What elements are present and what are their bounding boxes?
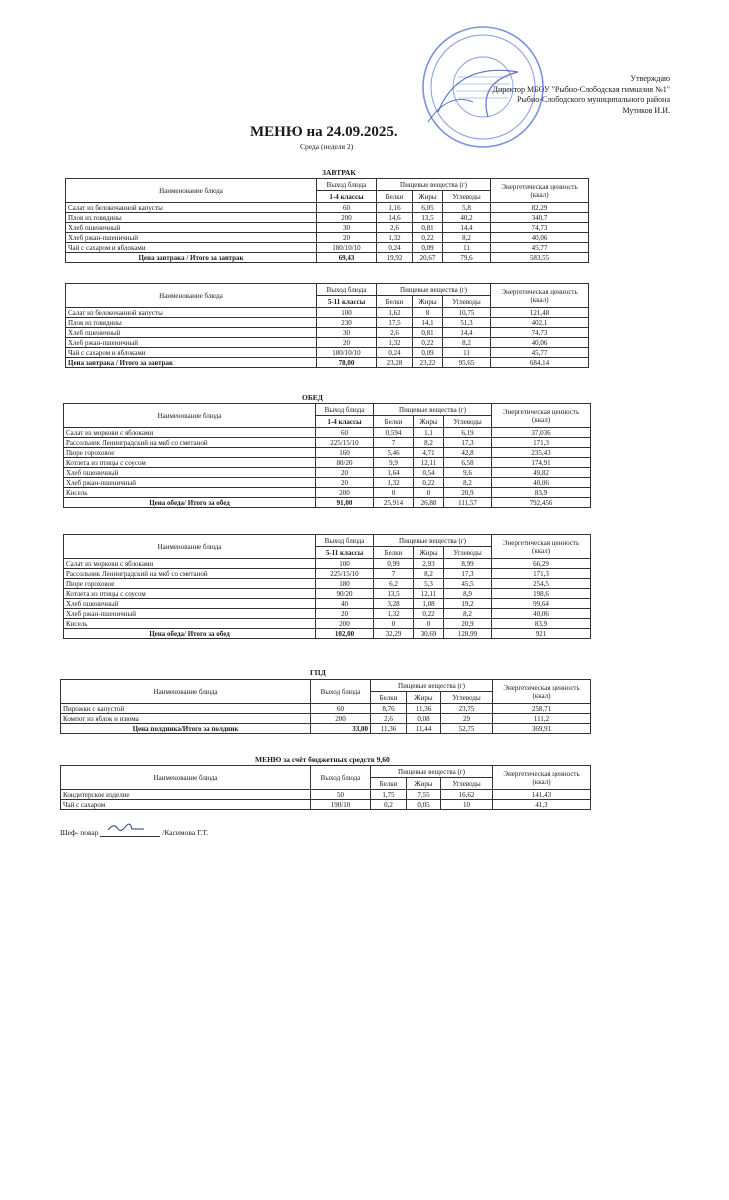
dish-energy: 40,06 [492,609,591,619]
dish-carbs: 17,3 [444,569,492,579]
table-row [66,243,589,253]
total-carbs: 128,99 [444,629,492,639]
dish-carbs: 8,2 [444,609,492,619]
table-row [64,589,591,599]
total-label: Цена завтрака / Итого за завтрак [66,253,317,263]
total-row [66,253,589,263]
dish-yield: 30 [317,223,377,233]
col-yield-header: Выход блюда [311,766,371,790]
dish-carbs: 6,19 [444,428,492,438]
dish-protein: 9,9 [374,458,414,468]
dish-name: Салат из белокочанной капусты [66,203,317,213]
col-energy-header: Энергетическая ценность (ккал) [493,680,591,704]
table-row [64,428,591,438]
dish-name: Чай с сахаром и яблоками [66,348,317,358]
approval-line-3: Рыбно-Слободского муниципального района [517,95,670,104]
lunch-table-1-4 [63,403,591,508]
dish-fat: 2,93 [414,559,444,569]
grade-label: 5-11 классы [316,547,374,559]
dish-protein: 3,28 [374,599,414,609]
total-label: Цена завтрака / Итого за завтрак [66,358,317,368]
dish-yield: 60 [311,704,371,714]
dish-protein: 2,6 [371,714,407,724]
total-carbs: 79,6 [443,253,491,263]
dish-name: Хлеб пшеничный [64,468,316,478]
dish-protein: 0,2 [371,800,407,810]
dish-protein: 2,6 [377,223,413,233]
dish-name: Пирожки с капустой [61,704,311,714]
dish-yield: 60 [316,428,374,438]
col-protein-header: Белки [371,692,407,704]
dish-name: Хлеб пшеничный [66,328,317,338]
dish-protein: 1,32 [374,609,414,619]
dish-protein: 0,99 [374,559,414,569]
dish-fat: 8,2 [414,438,444,448]
table-row [66,338,589,348]
total-price: 91,00 [316,498,374,508]
dish-energy: 74,73 [491,223,589,233]
dish-name: Пюре гороховое [64,579,316,589]
gpd-table [60,679,591,734]
total-protein: 32,29 [374,629,414,639]
col-name-header: Наименование блюда [61,766,311,790]
approval-line-1: Утверждаю [630,74,670,83]
dish-energy: 174,91 [492,458,591,468]
total-row [61,724,591,734]
dish-carbs: 11 [443,348,491,358]
dish-energy: 82,29 [491,203,589,213]
dish-yield: 100 [317,308,377,318]
dish-yield: 100 [316,559,374,569]
table-row [64,579,591,589]
dish-carbs: 14,4 [443,328,491,338]
table-row [64,559,591,569]
dish-carbs: 8,9 [444,589,492,599]
dish-name: Компот из яблок и изюма [61,714,311,724]
table-row [66,203,589,213]
dish-energy: 66,29 [492,559,591,569]
dish-yield: 20 [316,468,374,478]
dish-carbs: 8,2 [444,478,492,488]
total-fat: 26,88 [414,498,444,508]
dish-name: Хлеб ржан-пшеничный [66,338,317,348]
col-protein-header: Белки [374,547,414,559]
dish-yield: 180/10/10 [317,243,377,253]
dish-fat: 5,3 [414,579,444,589]
dish-energy: 41,3 [493,800,591,810]
total-protein: 19,92 [377,253,413,263]
chef-signature-line [60,828,208,837]
dish-carbs: 8,2 [443,233,491,243]
dish-fat: 0,09 [413,243,443,253]
dish-protein: 1,64 [374,468,414,478]
dish-name: Салат из белокочанной капусты [66,308,317,318]
col-name-header: Наименование блюда [66,284,317,308]
total-row [64,498,591,508]
table-row [64,468,591,478]
dish-protein: 6,2 [374,579,414,589]
chef-name: /Касимова Г.Т. [162,828,209,837]
table-row [66,328,589,338]
table-row [64,569,591,579]
col-name-header: Наименование блюда [64,404,316,428]
lunch-table-5-11 [63,534,591,639]
table-row [64,438,591,448]
section-breakfast: ЗАВТРАК [322,168,356,177]
dish-yield: 200 [311,714,371,724]
col-energy-header: Энергетическая ценность (ккал) [492,404,591,428]
approval-block [440,74,670,116]
dish-protein: 0 [374,488,414,498]
signature-field [100,828,160,837]
dish-yield: 160 [316,448,374,458]
table-row [61,704,591,714]
total-energy: 684,14 [491,358,589,368]
dish-yield: 230 [317,318,377,328]
col-nutrients-header: Пищевые вещества (г) [371,766,493,778]
dish-carbs: 23,75 [441,704,493,714]
dish-fat: 4,71 [414,448,444,458]
total-row [64,629,591,639]
dish-energy: 83,9 [492,619,591,629]
total-fat: 20,67 [413,253,443,263]
total-fat: 23,22 [413,358,443,368]
dish-energy: 198,6 [492,589,591,599]
col-protein-header: Белки [377,191,413,203]
dish-protein: 1,75 [371,790,407,800]
total-price: 102,00 [316,629,374,639]
dish-fat: 0,22 [414,609,444,619]
dish-name: Хлеб ржан-пшеничный [66,233,317,243]
dish-energy: 74,73 [491,328,589,338]
dish-protein: 0,24 [377,243,413,253]
col-nutrients-header: Пищевые вещества (г) [377,284,491,296]
dish-name: Пюре гороховое [64,448,316,458]
dish-protein: 2,6 [377,328,413,338]
budget-table [60,765,591,810]
dish-fat: 7,55 [407,790,441,800]
approval-line-4: Мутиков И.И. [622,105,670,115]
dish-energy: 40,06 [491,338,589,348]
table-row [64,478,591,488]
dish-energy: 45,77 [491,348,589,358]
total-carbs: 52,75 [441,724,493,734]
dish-fat: 0,22 [413,338,443,348]
dish-yield: 200 [316,488,374,498]
total-energy: 921 [492,629,591,639]
total-protein: 11,36 [371,724,407,734]
dish-yield: 225/15/10 [316,438,374,448]
dish-energy: 49,82 [492,468,591,478]
table-row [64,448,591,458]
dish-energy: 254,5 [492,579,591,589]
grade-label: 5-11 классы [317,296,377,308]
table-row [61,790,591,800]
dish-carbs: 40,2 [443,213,491,223]
dish-carbs: 20,9 [444,619,492,629]
dish-energy: 40,06 [491,233,589,243]
dish-energy: 171,3 [492,438,591,448]
col-fat-header: Жиры [407,692,441,704]
total-fat: 30,69 [414,629,444,639]
dish-name: Рассольник Ленинградский на мкб со сметаной [64,569,316,579]
dish-name: Котлета из птицы с соусом [64,589,316,599]
dish-carbs: 5,8 [443,203,491,213]
total-protein: 25,914 [374,498,414,508]
dish-energy: 37,036 [492,428,591,438]
col-nutrients-header: Пищевые вещества (г) [371,680,493,692]
total-carbs: 111,57 [444,498,492,508]
dish-fat: 12,11 [414,458,444,468]
col-protein-header: Белки [371,778,407,790]
dish-name: Хлеб ржан-пшеничный [64,478,316,488]
dish-protein: 0 [374,619,414,629]
col-protein-header: Белки [374,416,414,428]
dish-fat: 14,1 [413,318,443,328]
dish-carbs: 10,75 [443,308,491,318]
dish-carbs: 29 [441,714,493,724]
dish-energy: 171,3 [492,569,591,579]
table-row [64,599,591,609]
total-price: 69,43 [317,253,377,263]
col-fat-header: Жиры [414,547,444,559]
dish-name: Чай с сахаром [61,800,311,810]
total-label: Цена обеда/ Итого за обед [64,498,316,508]
dish-name: Котлета из птицы с соусом [64,458,316,468]
dish-protein: 7 [374,569,414,579]
dish-yield: 20 [317,338,377,348]
col-yield-header: Выход блюда [316,535,374,547]
col-name-header: Наименование блюда [64,535,316,559]
total-fat: 11,44 [407,724,441,734]
dish-protein: 14,6 [377,213,413,223]
dish-energy: 99,64 [492,599,591,609]
col-nutrients-header: Пищевые вещества (г) [374,535,492,547]
dish-protein: 17,5 [377,318,413,328]
dish-energy: 83,9 [492,488,591,498]
dish-energy: 121,48 [491,308,589,318]
dish-protein: 0,24 [377,348,413,358]
col-yield-header: Выход блюда [316,404,374,416]
col-carbs-header: Углеводы [443,191,491,203]
dish-fat: 0,81 [413,328,443,338]
dish-fat: 13,5 [413,213,443,223]
table-row [64,619,591,629]
dish-name: Плов из говядины [66,213,317,223]
total-energy: 792,456 [492,498,591,508]
grade-label: 1-4 классы [317,191,377,203]
dish-protein: 8,76 [371,704,407,714]
total-protein: 23,28 [377,358,413,368]
dish-name: Хлеб пшеничный [64,599,316,609]
dish-energy: 258,71 [493,704,591,714]
dish-yield: 60 [317,203,377,213]
dish-protein: 0,594 [374,428,414,438]
approval-line-2: Директор МБОУ "Рыбно-Слободская гимназия №1" [492,84,670,94]
dish-carbs: 42,8 [444,448,492,458]
dish-name: Хлеб пшеничный [66,223,317,233]
dish-fat: 1,1 [414,428,444,438]
total-energy: 583,55 [491,253,589,263]
dish-name: Кисель [64,619,316,629]
dish-yield: 90/20 [316,589,374,599]
col-yield-header: Выход блюда [311,680,371,704]
dish-yield: 20 [317,233,377,243]
col-fat-header: Жиры [413,296,443,308]
dish-name: Хлеб ржан-пшеничный [64,609,316,619]
dish-yield: 200 [317,213,377,223]
col-yield-header: Выход блюда [317,284,377,296]
col-yield-header: Выход блюда [317,179,377,191]
table-row [66,223,589,233]
col-fat-header: Жиры [414,416,444,428]
total-carbs: 95,65 [443,358,491,368]
dish-carbs: 10 [441,800,493,810]
dish-energy: 45,77 [491,243,589,253]
col-name-header: Наименование блюда [66,179,317,203]
table-row [64,458,591,468]
col-energy-header: Энергетическая ценность (ккал) [493,766,591,790]
dish-fat: 0,05 [407,800,441,810]
dish-yield: 200 [316,619,374,629]
dish-energy: 235,43 [492,448,591,458]
chef-label: Шеф- повар [60,828,99,837]
col-energy-header: Энергетическая ценность (ккал) [492,535,591,559]
dish-carbs: 6,58 [444,458,492,468]
dish-name: Рассольник Ленинградский на мкб со сметаной [64,438,316,448]
table-row [66,348,589,358]
dish-carbs: 45,5 [444,579,492,589]
col-carbs-header: Углеводы [441,778,493,790]
dish-carbs: 14,4 [443,223,491,233]
dish-name: Салат из моркови с яблоками [64,428,316,438]
table-row [64,488,591,498]
col-fat-header: Жиры [407,778,441,790]
col-carbs-header: Углеводы [443,296,491,308]
breakfast-table-1-4 [65,178,589,263]
dish-yield: 180/10/10 [317,348,377,358]
dish-fat: 0,08 [407,714,441,724]
dish-yield: 40 [316,599,374,609]
total-energy: 369,91 [493,724,591,734]
dish-energy: 111,2 [493,714,591,724]
dish-fat: 0 [414,619,444,629]
dish-fat: 0,22 [413,233,443,243]
col-carbs-header: Углеводы [441,692,493,704]
dish-yield: 20 [316,478,374,488]
dish-yield: 20 [316,609,374,619]
dish-carbs: 8,2 [443,338,491,348]
table-row [66,318,589,328]
dish-fat: 6,05 [413,203,443,213]
dish-protein: 1,62 [377,308,413,318]
dish-protein: 1,32 [377,338,413,348]
col-carbs-header: Углеводы [444,416,492,428]
dish-energy: 141,43 [493,790,591,800]
dish-yield: 180 [316,579,374,589]
dish-yield: 80/20 [316,458,374,468]
dish-protein: 13,5 [374,589,414,599]
total-price: 33,00 [311,724,371,734]
table-row [66,308,589,318]
dish-protein: 1,32 [377,233,413,243]
dish-protein: 7 [374,438,414,448]
dish-yield: 225/15/10 [316,569,374,579]
col-protein-header: Белки [377,296,413,308]
dish-fat: 12,11 [414,589,444,599]
dish-yield: 50 [311,790,371,800]
page-subtitle: Среда (неделя 2) [300,142,354,151]
dish-energy: 340,7 [491,213,589,223]
dish-yield: 30 [317,328,377,338]
table-row [61,714,591,724]
table-row [66,213,589,223]
dish-carbs: 9,6 [444,468,492,478]
col-nutrients-header: Пищевые вещества (г) [377,179,491,191]
table-row [66,233,589,243]
signature-icon [106,820,146,834]
total-row [66,358,589,368]
dish-name: Чай с сахаром и яблоками [66,243,317,253]
col-energy-header: Энергетическая ценность (ккал) [491,179,589,203]
dish-carbs: 11 [443,243,491,253]
table-row [61,800,591,810]
dish-fat: 8 [413,308,443,318]
total-label: Цена обеда/ Итого за обед [64,629,316,639]
dish-fat: 0,22 [414,478,444,488]
section-budget: МЕНЮ за счёт бюджетных средств 9,60 [255,755,390,764]
dish-carbs: 17,3 [444,438,492,448]
dish-yield: 190/10 [311,800,371,810]
dish-fat: 1,08 [414,599,444,609]
breakfast-table-5-11 [65,283,589,368]
dish-energy: 402,1 [491,318,589,328]
grade-label: 1-4 классы [316,416,374,428]
dish-fat: 0,54 [414,468,444,478]
dish-name: Кисель [64,488,316,498]
section-lunch: ОБЕД [302,393,323,402]
dish-name: Салат из моркови с яблоками [64,559,316,569]
dish-carbs: 51,3 [443,318,491,328]
dish-protein: 1,16 [377,203,413,213]
dish-protein: 1,32 [374,478,414,488]
col-nutrients-header: Пищевые вещества (г) [374,404,492,416]
dish-fat: 0 [414,488,444,498]
col-carbs-header: Углеводы [444,547,492,559]
dish-name: Кондитерское изделие [61,790,311,800]
total-price: 78,00 [317,358,377,368]
dish-fat: 0,09 [413,348,443,358]
col-energy-header: Энергетическая ценность (ккал) [491,284,589,308]
page-title: МЕНЮ на 24.09.2025. [250,124,398,140]
section-gpd: ГПД [310,668,326,677]
dish-carbs: 20,9 [444,488,492,498]
dish-protein: 5,46 [374,448,414,458]
dish-energy: 40,06 [492,478,591,488]
dish-fat: 8,2 [414,569,444,579]
col-fat-header: Жиры [413,191,443,203]
dish-carbs: 16,62 [441,790,493,800]
dish-carbs: 8,99 [444,559,492,569]
dish-fat: 0,81 [413,223,443,233]
dish-carbs: 19,2 [444,599,492,609]
col-name-header: Наименование блюда [61,680,311,704]
dish-name: Плов из говядины [66,318,317,328]
total-label: Цена полдника/Итого за полдник [61,724,311,734]
table-row [64,609,591,619]
dish-fat: 11,36 [407,704,441,714]
